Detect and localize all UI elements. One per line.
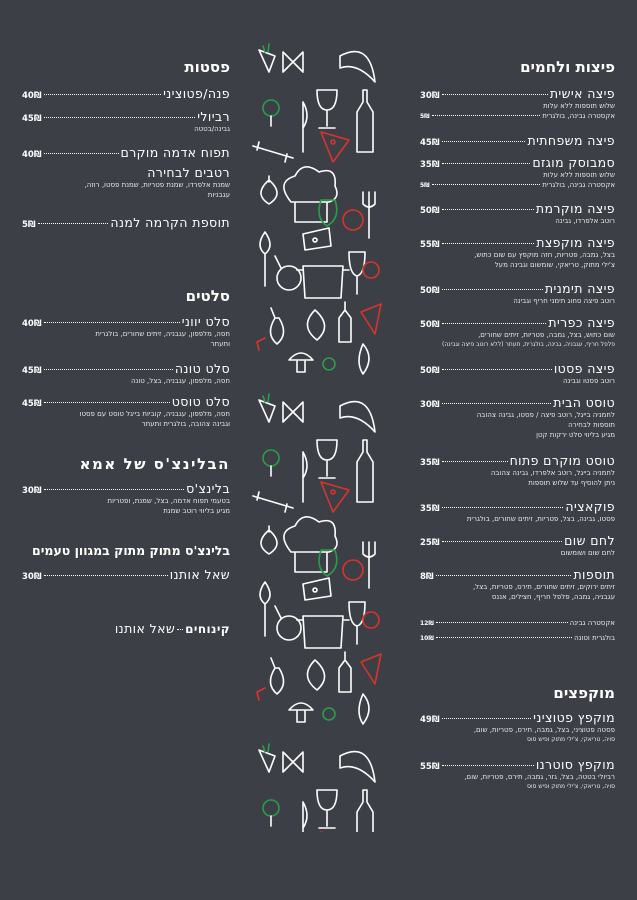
item-name: פיצה כפרית [548,315,615,330]
item-description: ניתן להוסיף עד שלוש תוספות [528,479,615,487]
item-price: 30₪ [22,486,42,496]
item-description: פסטו, גבינה, בצל, פטריות, זיתים שחורים, בולגרית [466,515,615,523]
dot-leader [442,243,535,244]
menu-item [22,145,230,160]
dot-leader [442,289,543,290]
item-name: תוספות [573,567,615,582]
item-price: 35₪ [420,458,440,468]
item-description: סויה, טריאקי, צ'ילי מתוק ופיש סוס [527,783,615,790]
extra-price: 10₪ [420,635,434,642]
item-description: רוטב פיצה סחוג תימני חריף וגבינה [513,297,615,305]
dot-leader [44,322,180,323]
pot-icon [297,616,349,648]
broccoli-icon [323,708,335,720]
item-name: פיצה משפחתית [527,133,615,148]
pattern-tile [253,394,381,724]
pepperoni-icon [331,140,335,144]
bottle-icon [357,790,373,832]
bottle-icon [357,90,373,152]
wine-glass-icon [349,252,365,294]
item-description: חסה, מלפפון, עגבניה, זיתים שחורים, בולגרית [95,330,230,338]
menu-item [22,314,230,349]
croissant-icon [340,402,375,432]
bottle-icon [357,440,373,502]
dot-leader [442,718,532,719]
item-description: פלפל חריף, עגבניה, גבינה, בולגרית, תעתר (ללא רוטב פיצה וגבינה) [442,341,615,348]
item-price: 49₪ [420,715,440,725]
dot-leader [442,403,552,404]
dot-leader [44,575,168,576]
chef-hat-icon [284,167,337,222]
onion-icon [359,694,369,724]
wine-glass-icon [317,90,337,128]
wine-glass-icon [317,440,337,478]
item-name: פיצה מוקפצת [536,235,615,250]
item-description: שלוש תוספות ללא עלות [543,102,615,110]
item-description: שמנת אלפרדו, שמנת פטריות, שמנת פסטו, רוזה, [84,181,230,189]
item-name: פוקאציה [565,499,615,514]
menu-item [420,155,615,190]
pizza-slice-icon [321,482,349,512]
spoon-icon [260,232,270,286]
menu-item [420,201,615,226]
menu-item [420,361,615,386]
item-description: חסה, מלפפון, עגבניה, קוביות בייגל טוסט עם פסטו [79,410,230,418]
item-price: 50₪ [420,286,440,296]
item-description: תוספות לבחירה [568,421,615,429]
dot-leader [442,765,534,766]
dot-leader [442,369,552,370]
pan-handle-icon [275,256,281,268]
dot-leader [442,94,548,95]
menu-item [22,567,230,582]
item-description: לחמניה בייגל, רוטב אלפרדו, גבינה צהובה [490,469,615,477]
item-name: שאל אותנו [114,621,176,636]
menu-item [420,567,615,602]
item-name: פנה/פטוציני [163,86,230,101]
pizza-slice-icon [361,654,381,684]
item-description: ותעתר [210,340,230,348]
item-description: רביולי בטטה, בצל, גזר, גמבה, תירס, פטריות, שום, [464,773,615,781]
dot-leader [44,489,185,490]
item-name: מוקפץ פטוציני [533,710,615,725]
dot-leader [177,629,183,630]
item-name: מוקפץ סוטרנו [535,757,615,772]
extra-item [420,618,615,628]
pattern-tile [253,44,381,374]
extra-item [420,633,615,643]
knife-icon [303,452,307,502]
section-title-salads: סלטים [185,287,230,305]
dot-leader [38,223,109,224]
pepper-icon [319,550,337,576]
onion-icon [359,344,369,374]
item-price: 40₪ [22,150,42,160]
croissant-icon [340,752,375,782]
rolling-pin-icon [253,492,293,512]
pepper-icon [319,200,337,226]
menu-item [420,86,615,121]
item-description: חסה, מלפפון, עגבניה, בצל, טונה [130,377,230,385]
item-name: פיצה תימנית [544,281,615,296]
pot-icon [297,266,349,298]
menu-item [22,361,230,386]
item-name: סלט טוסט [171,394,230,409]
item-description: זיתים ירוקים, זיתים שחורים, תירס, פטריות, בצל, [472,583,615,591]
farfalle-icon [283,752,303,772]
item-price: 30₪ [420,91,440,101]
desserts-row [22,621,230,636]
broccoli-icon [323,358,335,370]
farfalle-icon [283,402,303,422]
item-description: וגבינה צהובה, בולגרית ותעתר [141,420,230,428]
food-pattern-strip [245,42,385,832]
menu-item [420,710,615,745]
menu-item [420,395,615,440]
item-price: 45₪ [22,399,42,409]
dot-leader [436,575,572,576]
item-price: 50₪ [420,206,440,216]
broccoli-icon [263,100,279,116]
menu-item [420,235,615,270]
item-description: לחמניה בייגל, רוטב פיצה / פסטו, גבינה צהובה [476,411,615,419]
dot-leader [44,369,173,370]
extra-label: אקסטרה גבינה [569,619,615,627]
cheese-hole-icon [313,588,317,592]
item-name: שאל אותנו [169,567,230,582]
tomato-icon [363,612,379,628]
item-price: 55₪ [420,762,440,772]
menu-item [420,499,615,524]
red-accent-icon [257,338,265,350]
extra-label: אקסטרה גבינה, בולגרית [542,181,615,189]
dot-leader [432,115,541,116]
wine-glass-icon [317,790,337,828]
extra-price: 12₪ [420,620,434,627]
item-name: טוסט מוקרם פתוח [509,453,615,468]
menu-item [22,215,230,230]
item-price: 35₪ [420,160,440,170]
item-extra [420,111,615,121]
red-accent-icon [257,688,265,700]
mushroom-icon [289,353,313,372]
item-description: שלוש תוספות ללא עלות [543,171,615,179]
item-description: עגבניה, גמבה, פלפל חריף, חצילים, אננס [491,593,615,601]
section-title-stirfry: מוקפצים [553,684,615,702]
lemon-icon [307,660,324,690]
item-description: מגיע בליווי רוטב שמנת [163,507,230,515]
knife-icon [303,102,307,152]
tomato-icon [343,210,363,230]
tomato-icon [343,560,363,580]
item-name: תוספת הקרמה למנה [110,215,230,230]
extra-price: 5₪ [420,113,430,120]
item-price: 55₪ [420,240,440,250]
item-name: תפוח אדמה מוקרם [120,145,230,160]
dot-leader [442,507,564,508]
item-name: בלינצ'ס [186,481,230,496]
extra-price: 5₪ [420,182,430,189]
item-description: עגבניות [207,191,230,199]
carrot-icon [259,50,275,72]
menu-item [420,757,615,792]
extra-label: בולגרית וטונה [574,634,615,642]
food-icon-pattern [245,42,385,832]
pizza-slice-icon [321,132,349,162]
chef-hat-icon [284,517,337,572]
section-title-blintzes: הבלינצ'ס של אמא [79,455,230,473]
section-title-pasta: פסטות [184,58,230,76]
item-name: פיצה פסטו [553,361,615,376]
pizza-slice-icon [361,304,381,334]
menu-item [420,133,615,148]
dot-leader [44,402,170,403]
dot-leader [436,622,568,623]
dot-leader [436,637,572,638]
carrot-leaves-icon [263,744,269,752]
carrot-icon [259,400,275,422]
dot-leader [442,323,547,324]
dot-leader [432,184,541,185]
item-name: סלט יווני [181,314,230,329]
item-description: רוטב פסטו וגבינה [562,377,615,385]
item-name: רביולי [197,109,230,124]
tomato-icon [363,262,379,278]
item-description: שום כתוש, בצל, גמבה, פטריות, זיתים שחורים, [478,331,615,339]
dot-leader [442,209,534,210]
extra-label: אקסטרה גבינה, בולגרית [542,112,615,120]
dot-leader [44,117,196,118]
croissant-icon [340,52,375,82]
item-price: 35₪ [420,504,440,514]
pattern-tile [253,744,381,832]
item-price: 5₪ [22,220,36,230]
section-title-pizza: פיצות ולחמים [520,58,615,76]
section-title-sweet-blintzes: בלינצ'ס מתוק מתוק במגוון טעמים [32,543,230,558]
item-name: לחם שום [564,533,615,548]
item-price: 40₪ [22,319,42,329]
menu-item [420,281,615,306]
item-name: סלט טונה [174,361,230,376]
item-name: סמבוסק מוגזם [532,155,615,170]
lemon-icon [307,310,324,340]
menu-item [22,394,230,429]
carrot-leaves-icon [263,394,269,402]
dot-leader [442,163,531,164]
item-price: 45₪ [420,138,440,148]
menu-item [22,109,230,134]
item-description: בטעמי תפוח אדמה, בצל, שמנת, ופטריות [107,497,230,505]
item-description: צ'ילי מתוק, טריאקי, שומשום וגבינה מעל [494,261,615,269]
mushroom-icon [289,703,313,722]
item-description: בצל, גמבה, פטריות, חזה מוקפץ עם שום כתוש, [474,251,615,259]
spoon-icon [260,582,270,636]
menu-item [420,453,615,488]
pan-handle-icon [275,606,281,618]
carrot-icon [259,750,275,772]
dot-leader [442,541,563,542]
fork-icon [363,542,375,588]
item-name: רטבים לבחירה [147,165,230,180]
item-price: 45₪ [22,366,42,376]
bottle-icon [339,652,351,692]
section-title-desserts: קינוחים [185,622,230,636]
bottle-icon [339,302,351,342]
item-price: 30₪ [22,572,42,582]
menu-item [420,315,615,350]
wine-glass-icon [349,602,365,644]
item-price: 30₪ [420,400,440,410]
carrot-leaves-icon [263,44,269,52]
item-extra [420,180,615,190]
item-price: 50₪ [420,320,440,330]
menu-item [22,86,230,101]
garlic-icon [261,526,277,554]
menu-item [22,165,230,200]
item-description: גבינה/בטטה [194,125,230,133]
dot-leader [44,153,119,154]
item-name: פיצה מוקרמת [535,201,615,216]
cheese-hole-icon [313,238,317,242]
item-name: פיצה אישית [549,86,615,101]
item-price: 50₪ [420,366,440,376]
radish-icon [270,658,283,694]
dot-leader [442,461,508,462]
item-price: 45₪ [22,114,42,124]
menu-item [22,481,230,516]
item-description: לחם שום ושומשום [560,549,615,557]
menu-item [420,533,615,558]
item-price: 40₪ [22,91,42,101]
item-price: 25₪ [420,538,440,548]
item-description: רוטב אלפרדו, גבינה [555,217,615,225]
broccoli-icon [263,800,279,816]
pepperoni-icon [331,490,335,494]
item-description: סויה, טריאקי, צ'ילי מתוק ופיש סוס [527,736,615,743]
radish-icon [270,308,283,344]
item-price: 8₪ [420,572,434,582]
item-description: פסטה פטוציני, בצל, גמבה, תירס, פטריות, שום, [473,726,615,734]
garlic-icon [261,176,277,204]
item-name: טוסט הבית [553,395,615,410]
farfalle-icon [283,52,303,72]
dot-leader [44,94,162,95]
fork-icon [363,192,375,238]
item-description: מגיע בליווי סלט ירקות קטן [536,431,615,439]
dot-leader [442,141,526,142]
broccoli-icon [263,450,279,466]
knife-icon [303,802,307,832]
rolling-pin-icon [253,142,293,162]
